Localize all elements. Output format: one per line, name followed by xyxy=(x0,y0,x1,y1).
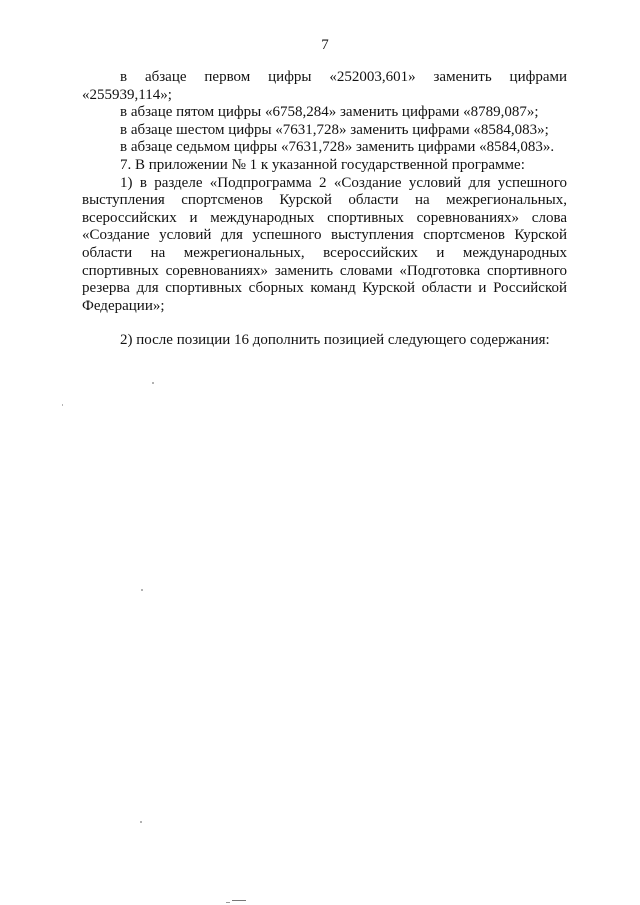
paragraph-line: выступления спортсменов Курской области на межрегиональных, xyxy=(82,192,567,209)
paragraph-budget-seventh xyxy=(82,139,567,157)
paragraph-line: всероссийских и международных спортивных соревнованиях» слова xyxy=(82,209,567,226)
paragraph-line: в абзаце первом цифры «252003,601» заменить цифрами xyxy=(120,69,567,85)
scan-speck xyxy=(232,900,246,901)
paragraph-line: в абзаце пятом цифры «6758,284» заменить цифрами «8789,087»; xyxy=(120,104,539,121)
paragraph-line: в абзаце шестом цифры «7631,728» заменить цифрами «8584,083»; xyxy=(120,121,549,138)
paragraph-line: 7. В приложении № 1 к указанной государственной программе: xyxy=(120,156,525,173)
scan-speck xyxy=(62,404,63,406)
paragraph-line: 1) в разделе «Подпрограмма 2 «Создание условий для успешного xyxy=(120,174,567,191)
paragraph-line: резерва для спортивных сборных команд Курской области и Российской xyxy=(82,280,567,297)
paragraph-subitem-1 xyxy=(82,175,567,316)
page-number: 7 xyxy=(321,37,329,53)
paragraph-line: спортивных соревнованиях» заменить словами «Подготовка спортивного xyxy=(82,262,567,279)
document-body xyxy=(82,69,567,350)
paragraph-budget-first xyxy=(82,69,567,104)
scan-speck xyxy=(141,589,143,591)
paragraph-line: в абзаце седьмом цифры «7631,728» заменить цифрами «8584,083». xyxy=(120,139,555,156)
paragraph-line: области на межрегиональных, всероссийских и международных xyxy=(82,244,567,261)
paragraph-item-7 xyxy=(82,157,567,175)
scan-speck xyxy=(226,902,230,903)
paragraph-subitem-2 xyxy=(82,332,567,350)
paragraph-line: 2) после позиции 16 дополнить позицией следующего содержания: xyxy=(120,332,550,349)
scan-speck xyxy=(152,382,154,384)
paragraph-budget-fifth xyxy=(82,104,567,122)
scan-speck xyxy=(140,821,142,823)
paragraph-budget-sixth xyxy=(82,122,567,140)
paragraph-line: «Создание условий для успешного выступления спортсменов Курской xyxy=(82,227,567,244)
paragraph-line: «255939,114»; xyxy=(82,86,172,103)
paragraph-line: Федерации»; xyxy=(82,297,165,314)
